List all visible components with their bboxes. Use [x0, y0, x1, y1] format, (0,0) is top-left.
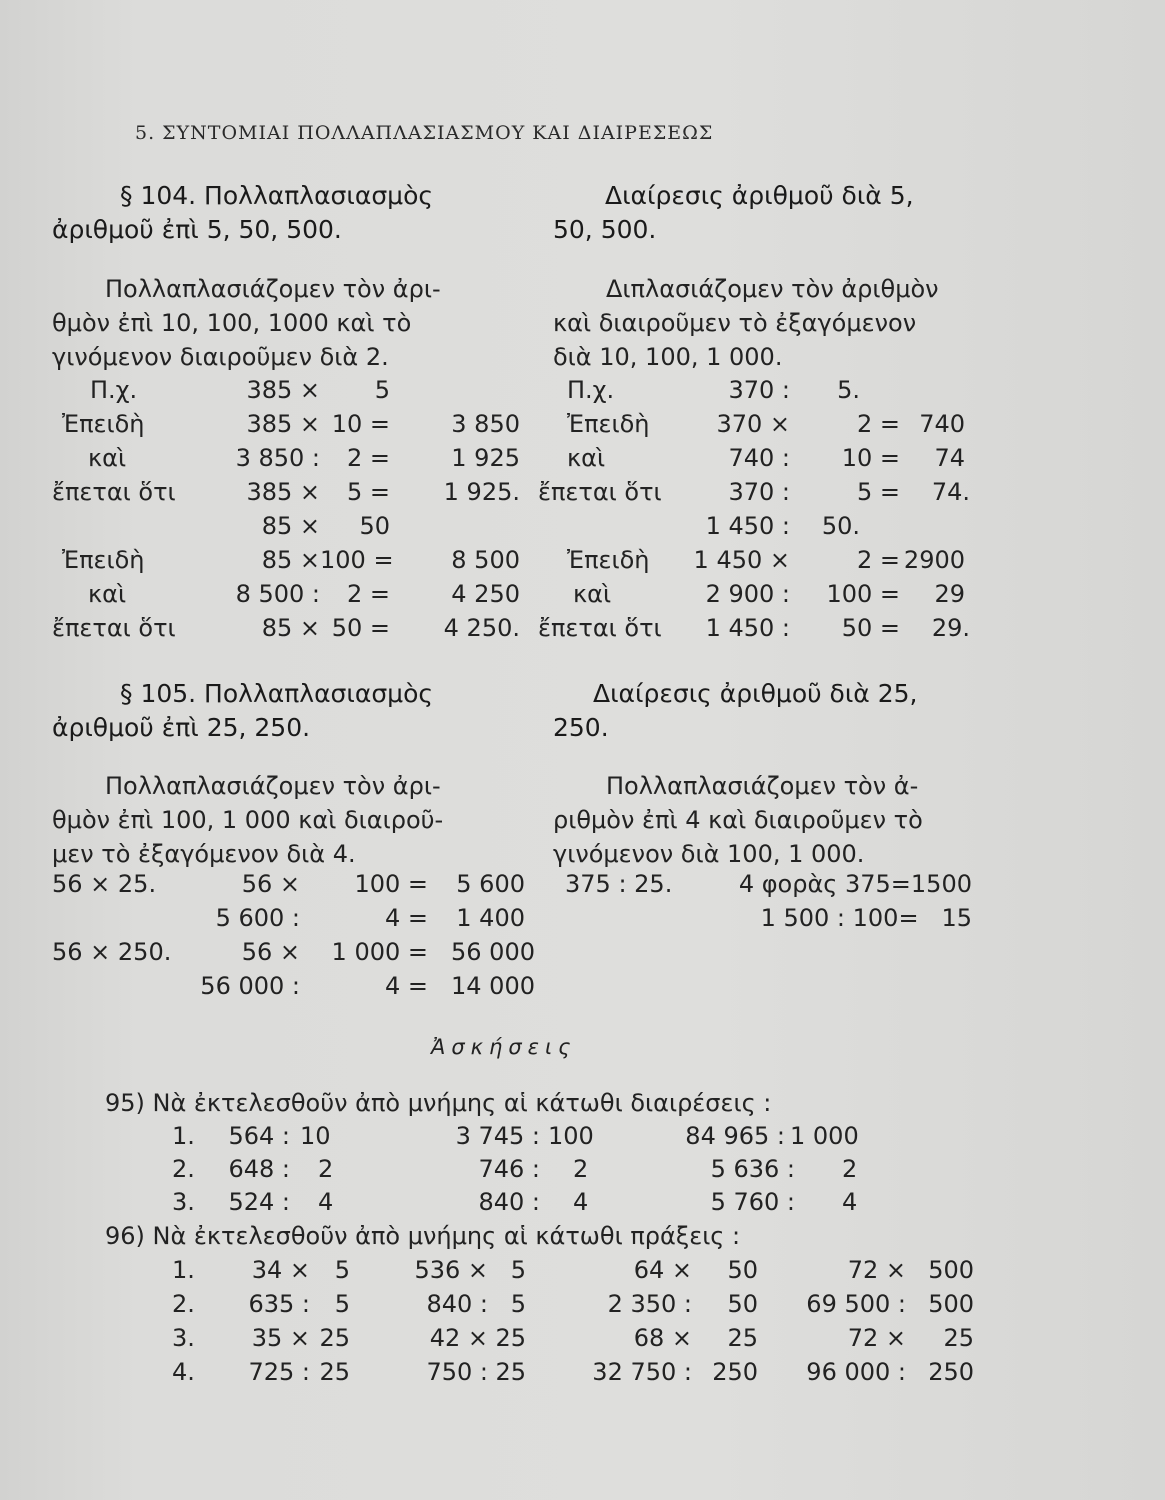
s104-left-text-1: Πολλαπλασιάζομεν τὸν ἀρι-: [105, 275, 441, 303]
ex96-label: 96) Νὰ ἐκτελεσθοῦν ἀπὸ μνήμης αἱ κάτωθι πράξεις :: [105, 1222, 741, 1250]
ex95-row-1-d: 100: [548, 1122, 594, 1150]
ex95-row-2-num: 2.: [172, 1155, 195, 1183]
s104-right-row-1-b: 5.: [837, 376, 860, 404]
s104-left-row-8-word: ἔπεται ὅτι: [52, 614, 176, 642]
s104-left-row-1-a: 385 ×: [246, 376, 320, 404]
s104-left-row-4-b: 5 =: [346, 478, 390, 506]
s104-left-row-3-c: 1 925: [451, 444, 520, 472]
s105-right-row-2-a: 1 500 : 100= 15: [760, 904, 972, 932]
s105-left-row-3-b: 1 000 =: [331, 938, 428, 966]
s104-right-heading-1: Διαίρεσις ἀριθμοῦ διὰ 5,: [605, 181, 914, 210]
ex96-row-4-h: 250: [928, 1358, 974, 1386]
s104-left-row-2-c: 3 850: [451, 410, 520, 438]
s104-left-row-3-a: 3 850 :: [235, 444, 320, 472]
s105-left-row-1-b: 100 =: [354, 870, 428, 898]
ex95-row-2-a: 648 :: [228, 1155, 290, 1183]
s104-left-row-8-a: 85 ×: [261, 614, 320, 642]
s105-left-row-3-lead: 56 × 250.: [52, 938, 172, 966]
s105-left-text-2: θμὸν ἐπὶ 100, 1 000 καὶ διαιροῦ-: [52, 806, 444, 834]
ex96-row-3-g: 72 ×: [847, 1324, 906, 1352]
s104-left-heading-2: ἀριθμοῦ ἐπὶ 5, 50, 500.: [52, 215, 342, 244]
s104-right-row-6-c: 2900: [903, 546, 965, 574]
s104-right-row-7-c: 29: [934, 580, 965, 608]
chapter-title: 5. ΣΥΝΤΟΜΙΑΙ ΠΟΛΛΑΠΛΑΣΙΑΣΜΟΥ ΚΑΙ ΔΙΑΙΡΕΣΕΩΣ: [135, 122, 714, 144]
ex96-row-3-c: 42 ×: [429, 1324, 488, 1352]
s105-left-row-4-c: 14 000: [451, 972, 535, 1000]
s104-right-row-3-c: 74: [934, 444, 965, 472]
s104-right-row-7-word: καὶ: [573, 580, 612, 608]
ex95-row-3-num: 3.: [172, 1188, 195, 1216]
s104-right-row-2-word: Ἐπειδὴ: [567, 410, 650, 438]
ex96-row-2-c: 840 :: [426, 1290, 488, 1318]
ex96-row-2-b: 5: [334, 1290, 350, 1318]
ex95-row-3-a: 524 :: [228, 1188, 290, 1216]
s104-right-row-4-c: 74.: [931, 478, 970, 506]
ex96-row-3-b: 25: [319, 1324, 350, 1352]
s104-right-row-3-word: καὶ: [567, 444, 606, 472]
ex95-row-1-f: 1 000: [790, 1122, 859, 1150]
s104-right-row-8-b: 50 =: [841, 614, 900, 642]
s105-right-row-1-a: 4 φορὰς 375=1500: [738, 870, 972, 898]
s104-left-row-3-b: 2 =: [346, 444, 390, 472]
s105-left-row-2-c: 1 400: [456, 904, 525, 932]
ex96-row-4-g: 96 000 :: [806, 1358, 906, 1386]
s104-left-row-1-b: 5: [374, 376, 390, 404]
ex96-row-4-b: 25: [319, 1358, 350, 1386]
s105-right-heading-1: Διαίρεσις ἀριθμοῦ διὰ 25,: [593, 679, 918, 708]
s105-right-text-1: Πολλαπλασιάζομεν τὸν ἀ-: [606, 772, 919, 800]
s105-left-row-4-a: 56 000 :: [200, 972, 300, 1000]
s104-left-row-1-word: Π.χ.: [90, 376, 138, 404]
s105-right-text-3: γινόμενον διὰ 100, 1 000.: [553, 840, 865, 868]
s104-right-row-6-a: 1 450 ×: [693, 546, 790, 574]
ex96-row-2-a: 635 :: [248, 1290, 310, 1318]
ex96-row-1-num: 1.: [172, 1256, 195, 1284]
ex95-row-3-f: 4: [842, 1188, 858, 1216]
s104-right-row-2-c: 740: [919, 410, 965, 438]
s104-right-row-6-b: 2 =: [856, 546, 900, 574]
ex96-row-3-d: 25: [495, 1324, 526, 1352]
ex96-row-3-h: 25: [943, 1324, 974, 1352]
s104-left-row-4-word: ἔπεται ὅτι: [52, 478, 176, 506]
ex96-row-2-f: 50: [727, 1290, 758, 1318]
s104-right-heading-2: 50, 500.: [553, 215, 657, 244]
s104-left-row-6-word: Ἐπειδὴ: [62, 546, 145, 574]
ex95-row-2-d: 2: [573, 1155, 589, 1183]
s104-left-row-4-a: 385 ×: [246, 478, 320, 506]
s104-right-row-1-word: Π.χ.: [567, 376, 615, 404]
ex95-row-1-num: 1.: [172, 1122, 195, 1150]
ex95-row-1-e: 84 965 :: [685, 1122, 785, 1150]
s104-right-text-3: διὰ 10, 100, 1 000.: [553, 343, 783, 371]
s104-right-row-6-word: Ἐπειδὴ: [567, 546, 650, 574]
s104-right-row-8-word: ἔπεται ὅτι: [538, 614, 662, 642]
ex96-row-1-a: 34 ×: [251, 1256, 310, 1284]
s104-left-row-6-c: 8 500: [451, 546, 520, 574]
s104-left-row-4-c: 1 925.: [443, 478, 520, 506]
s105-left-row-2-a: 5 600 :: [215, 904, 300, 932]
s104-right-row-8-c: 29.: [931, 614, 970, 642]
s105-left-row-3-c: 56 000: [451, 938, 535, 966]
ex95-row-2-e: 5 636 :: [710, 1155, 795, 1183]
ex96-row-3-num: 3.: [172, 1324, 195, 1352]
s104-left-row-7-a: 8 500 :: [235, 580, 320, 608]
ex95-row-2-c: 746 :: [478, 1155, 540, 1183]
ex95-label: 95) Νὰ ἐκτελεσθοῦν ἀπὸ μνήμης αἱ κάτωθι διαιρέσεις :: [105, 1089, 772, 1117]
ex95-row-3-e: 5 760 :: [710, 1188, 795, 1216]
ex96-row-1-c: 536 ×: [414, 1256, 488, 1284]
s104-right-row-4-word: ἔπεται ὅτι: [538, 478, 662, 506]
s104-right-row-5-a: 1 450 :: [705, 512, 790, 540]
s104-right-row-2-a: 370 ×: [716, 410, 790, 438]
s105-left-text-1: Πολλαπλασιάζομεν τὸν ἀρι-: [105, 772, 441, 800]
ex95-row-3-c: 840 :: [478, 1188, 540, 1216]
ex96-row-4-a: 725 :: [248, 1358, 310, 1386]
ex96-row-4-c: 750 :: [426, 1358, 488, 1386]
ex95-row-2-b: 2: [318, 1155, 334, 1183]
s105-left-row-1-c: 5 600: [456, 870, 525, 898]
ex96-row-1-g: 72 ×: [847, 1256, 906, 1284]
s104-left-row-5-b: 50: [359, 512, 390, 540]
ex96-row-4-f: 250: [712, 1358, 758, 1386]
s104-right-row-1-a: 370 :: [728, 376, 790, 404]
ex96-row-4-num: 4.: [172, 1358, 195, 1386]
s104-right-row-7-a: 2 900 :: [705, 580, 790, 608]
s104-left-text-3: γινόμενον διαιροῦμεν διὰ 2.: [52, 343, 389, 371]
s104-left-row-5-a: 85 ×: [261, 512, 320, 540]
s105-left-row-3-a: 56 ×: [241, 938, 300, 966]
exercises-title: Ἀσκήσεις: [431, 1035, 577, 1059]
ex95-row-1-b: 10: [300, 1122, 331, 1150]
ex96-row-3-f: 25: [727, 1324, 758, 1352]
s104-left-row-7-b: 2 =: [346, 580, 390, 608]
ex96-row-3-a: 35 ×: [251, 1324, 310, 1352]
s104-left-row-8-b: 50 =: [331, 614, 390, 642]
s104-left-text-2: θμὸν ἐπὶ 10, 100, 1000 καὶ τὸ: [52, 309, 412, 337]
s105-right-row-1-lead: 375 : 25.: [565, 870, 673, 898]
s105-left-row-4-b: 4 =: [384, 972, 428, 1000]
s105-left-row-1-lead: 56 × 25.: [52, 870, 157, 898]
ex95-row-2-f: 2: [842, 1155, 858, 1183]
s104-right-text-2: καὶ διαιροῦμεν τὸ ἐξαγόμενον: [553, 309, 917, 337]
s104-left-row-2-word: Ἐπειδὴ: [62, 410, 145, 438]
s104-right-row-5-b: 50.: [821, 512, 860, 540]
ex96-row-2-e: 2 350 :: [607, 1290, 692, 1318]
ex96-row-2-h: 500: [928, 1290, 974, 1318]
ex96-row-2-num: 2.: [172, 1290, 195, 1318]
s104-left-row-7-c: 4 250: [451, 580, 520, 608]
s104-right-row-4-a: 370 :: [728, 478, 790, 506]
ex96-row-1-d: 5: [510, 1256, 526, 1284]
s104-right-row-4-b: 5 =: [856, 478, 900, 506]
ex96-row-4-e: 32 750 :: [592, 1358, 692, 1386]
ex96-row-1-e: 64 ×: [633, 1256, 692, 1284]
s104-right-row-3-a: 740 :: [728, 444, 790, 472]
s105-left-row-1-a: 56 ×: [241, 870, 300, 898]
s104-right-row-2-b: 2 =: [856, 410, 900, 438]
s104-right-row-7-b: 100 =: [826, 580, 900, 608]
s105-left-row-2-b: 4 =: [384, 904, 428, 932]
ex96-row-3-e: 68 ×: [633, 1324, 692, 1352]
s105-right-heading-2: 250.: [553, 713, 609, 742]
s104-left-row-7-word: καὶ: [88, 580, 127, 608]
s104-left-row-8-c: 4 250.: [443, 614, 520, 642]
ex95-row-3-b: 4: [318, 1188, 334, 1216]
s104-left-row-6-a: 85 ×: [261, 546, 320, 574]
ex96-row-1-b: 5: [334, 1256, 350, 1284]
ex95-row-1-a: 564 :: [228, 1122, 290, 1150]
ex96-row-4-d: 25: [495, 1358, 526, 1386]
s104-left-row-3-word: καὶ: [88, 444, 127, 472]
s105-left-text-3: μεν τὸ ἐξαγόμενον διὰ 4.: [52, 840, 356, 868]
ex96-row-1-f: 50: [727, 1256, 758, 1284]
ex96-row-2-d: 5: [510, 1290, 526, 1318]
s104-right-row-8-a: 1 450 :: [705, 614, 790, 642]
s105-left-heading-2: ἀριθμοῦ ἐπὶ 25, 250.: [52, 713, 311, 742]
s104-left-heading-1: § 104. Πολλαπλασιασμὸς: [120, 181, 434, 210]
s105-right-text-2: ριθμὸν ἐπὶ 4 καὶ διαιροῦμεν τὸ: [553, 806, 923, 834]
ex95-row-1-c: 3 745 :: [455, 1122, 540, 1150]
ex96-row-1-h: 500: [928, 1256, 974, 1284]
ex95-row-3-d: 4: [573, 1188, 589, 1216]
s104-left-row-6-b: 100 =: [320, 546, 394, 574]
s104-right-row-3-b: 10 =: [841, 444, 900, 472]
s104-left-row-2-a: 385 ×: [246, 410, 320, 438]
ex96-row-2-g: 69 500 :: [806, 1290, 906, 1318]
s104-right-text-1: Διπλασιάζομεν τὸν ἀριθμὸν: [606, 275, 939, 303]
s104-left-row-2-b: 10 =: [331, 410, 390, 438]
s105-left-heading-1: § 105. Πολλαπλασιασμὸς: [120, 679, 434, 708]
